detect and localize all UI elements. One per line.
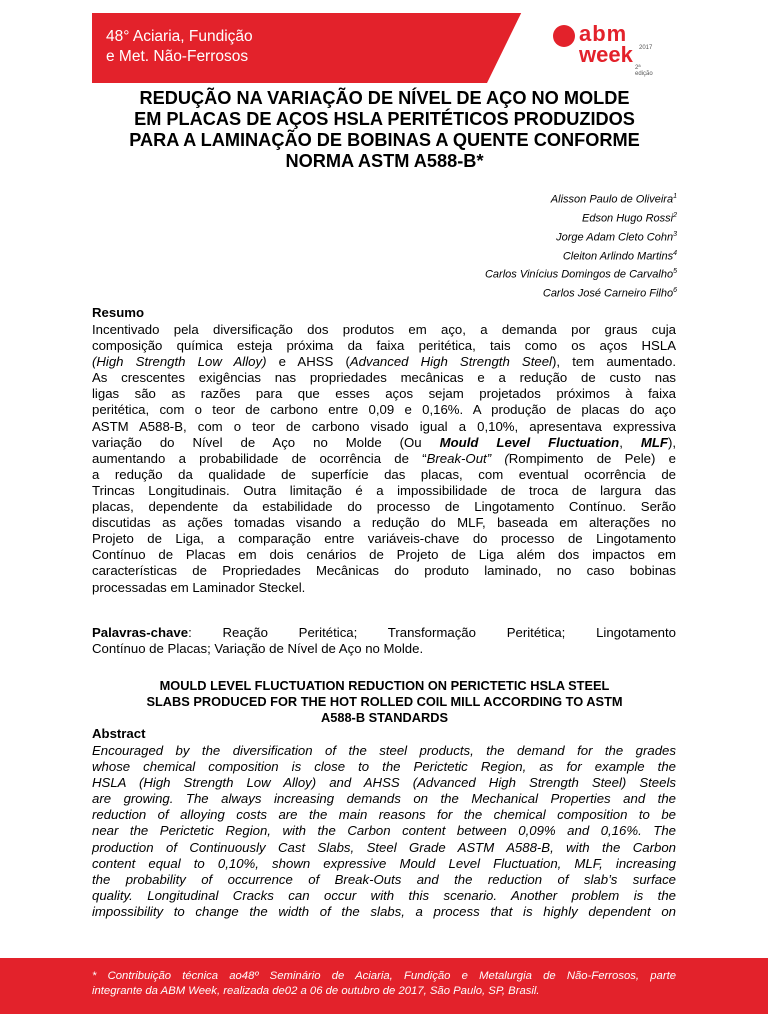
- author: [485, 227, 677, 246]
- keywords-label: Palavras-chave: [92, 625, 189, 640]
- paper-title-line: NORMA ASTM A588-B*: [285, 151, 484, 171]
- author: [485, 246, 677, 265]
- text-line: Contínuo de Placas; Variação de Nível de Aço no Molde.: [92, 641, 424, 657]
- event-name: [106, 27, 253, 67]
- text-line: near the Perictetic Region, with the Carbon content between 0,09% and 0,16%. The: [92, 823, 676, 839]
- author-affiliation: 3: [673, 230, 677, 238]
- text-line: características de Propriedades Mecânicas do produto laminado, no caso bobinas: [92, 563, 676, 579]
- text-span: aumentando a probabilidade de ocorrência de “: [92, 450, 427, 466]
- author-affiliation: 2: [673, 211, 677, 219]
- text-span: Rompimento de Pele) e: [508, 450, 676, 466]
- author-name: Edson Hugo Rossi: [581, 212, 674, 225]
- text-line: content equal to 0,10%, shown expressive Mould Level Fluctuation, MLF, increasing: [92, 855, 676, 871]
- author-affiliation: 1: [673, 193, 677, 200]
- event-name-line-2: e Met. Não-Ferrosos: [106, 48, 249, 65]
- author-affiliation: 5: [673, 268, 677, 276]
- text-line: impossibility to change the width of the slabs, a process that is highly dependent on: [92, 903, 676, 919]
- author-name: Carlos Vinícius Domingos de Carvalho: [484, 269, 674, 282]
- header-banner: [92, 13, 677, 83]
- author-name: Carlos José Carneiro Filho: [542, 287, 674, 300]
- english-title: [92, 678, 677, 726]
- text-line: [92, 625, 676, 641]
- text-line: quality. Longitudinal Cracks can occur with this scenario. Another problem is the: [92, 887, 676, 903]
- keywords: [92, 625, 676, 657]
- text-line: [92, 354, 676, 370]
- text-line: placas, dependente da estabilidade do processo de Lingotamento Contínuo. Serão: [92, 499, 676, 515]
- text-span: Break-Out” (: [426, 450, 509, 466]
- text-line: production of Continuously Cast Slabs, Steel Grade ASTM A588-B, with the Carbon: [92, 839, 676, 855]
- logo-year-text: 2017: [639, 45, 653, 51]
- text-line: the probability of occurrence of Break-Outs and the reduction of slab’s surface: [92, 871, 676, 887]
- paper-title-line: PARA A LAMINAÇÃO DE BOBINAS A QUENTE CONFORME: [129, 130, 640, 150]
- footer-line: integrante da ABM Week, realizada de02 a 06 de outubro de 2017, São Paulo, SP, Brasil.: [92, 985, 540, 997]
- text-line: Contínuo de Placas em dois cenários de Projeto de Liga além dos impactos em: [92, 547, 676, 563]
- author: [485, 283, 677, 302]
- text-line: Encouraged by the diversification of the steel products, the demand for the grades: [92, 743, 676, 758]
- author-name: Alisson Paulo de Oliveira: [550, 193, 674, 206]
- text-line: ASTM A588-B, com o teor de carbono visado igual a 0,10%, apresentava expressiva: [92, 418, 676, 434]
- text-span: MLF: [640, 434, 668, 450]
- text-span: ,: [619, 434, 641, 450]
- abstract-body: [92, 743, 676, 920]
- text-line: reduction of alloying costs are the main reasons for the chemical composition to be: [92, 807, 676, 823]
- text-line: whose chemical composition is close to the Perictetic Region, as for example the: [92, 759, 676, 775]
- author-affiliation: 6: [673, 287, 677, 295]
- logo-abm-text: abm: [579, 21, 628, 46]
- text-span: : Reação Peritética; Transformação Peritética; Lingotamento: [188, 625, 676, 640]
- abm-week-logo: [553, 21, 653, 77]
- logo-edition-text: 2ª edição: [635, 65, 653, 77]
- author-name: Jorge Adam Cleto Cohn: [556, 231, 674, 244]
- text-line: Trincas Longitudinais. Outra limitação é a impossibilidade de troca de largura das: [92, 482, 676, 498]
- author: [485, 264, 677, 283]
- text-line: ligas são as razões para que esses aços sejam projetados próximos à faixa: [92, 386, 676, 402]
- text-line: composição química esteja próxima da faixa peritética, tais como os aços HSLA: [92, 338, 676, 354]
- text-line: HSLA (High Strength Low Alloy) and AHSS (Advanced High Strength Steel) Steels: [92, 775, 676, 791]
- footer-note: [92, 969, 676, 999]
- author: [485, 208, 677, 227]
- text-line: [92, 435, 676, 451]
- resumo-heading: Resumo: [92, 305, 145, 320]
- text-span: variação do Nível de Aço no Molde (Ou: [92, 434, 440, 450]
- paper-title-line: EM PLACAS DE AÇOS HSLA PERITÉTICOS PRODUZIDOS: [134, 109, 635, 129]
- paper-title: [92, 88, 677, 172]
- text-line: [92, 451, 676, 467]
- text-span: e AHSS (: [266, 354, 350, 370]
- footer-line: * Contribuição técnica ao48º Seminário de Aciaria, Fundição e Metalurgia de Não-Ferrosos, parte: [92, 970, 676, 982]
- english-title-line: SLABS PRODUCED FOR THE HOT ROLLED COIL MILL ACCORDING TO ASTM: [146, 694, 623, 709]
- text-span: ), tem aumentado.: [552, 354, 676, 370]
- author-affiliation: 4: [673, 249, 677, 257]
- logo-week-text: week: [579, 42, 633, 67]
- text-span: Advanced High Strength Steel: [349, 354, 552, 370]
- text-line: discutidas as ações tomadas visando a redução do MLF, baseada em alterações no: [92, 515, 676, 531]
- author-list: [485, 189, 677, 302]
- text-line: As crescentes exigências nas propriedades mecânicas e a redução de custo nas: [92, 370, 676, 386]
- event-name-line-1: 48° Aciaria, Fundição: [106, 28, 253, 45]
- text-span: ),: [667, 434, 677, 450]
- author: [485, 189, 677, 208]
- english-title-line: A588-B STANDARDS: [320, 710, 449, 725]
- text-line: a redução da qualidade de superfície das placas, com eventual ocorrência de: [92, 466, 676, 482]
- footer-banner: [0, 958, 768, 1014]
- text-line: peritética, com o teor de carbono entre 0,09 e 0,16%. A produção de placas do aço: [92, 402, 676, 418]
- text-span: Mould Level Fluctuation: [439, 434, 620, 450]
- logo-mark-icon: [553, 25, 575, 47]
- paper-title-line: REDUÇÃO NA VARIAÇÃO DE NÍVEL DE AÇO NO MOLDE: [139, 88, 630, 108]
- text-line: are growing. The always increasing demands on the Mechanical Properties and the: [92, 791, 676, 807]
- author-name: Cleiton Arlindo Martins: [562, 250, 674, 263]
- text-line: processadas em Laminador Steckel.: [92, 579, 306, 595]
- abstract-heading: Abstract: [92, 726, 146, 741]
- text-line: Incentivado pela diversificação dos produtos em aço, a demanda por graus cuja: [92, 322, 676, 337]
- text-line: Projeto de Liga, a comparação entre variáveis-chave do processo de Lingotamento: [92, 531, 676, 547]
- english-title-line: MOULD LEVEL FLUCTUATION REDUCTION ON PERICTETIC HSLA STEEL: [159, 678, 610, 693]
- resumo-body: [92, 322, 676, 596]
- text-span: (High Strength Low Alloy): [92, 354, 267, 370]
